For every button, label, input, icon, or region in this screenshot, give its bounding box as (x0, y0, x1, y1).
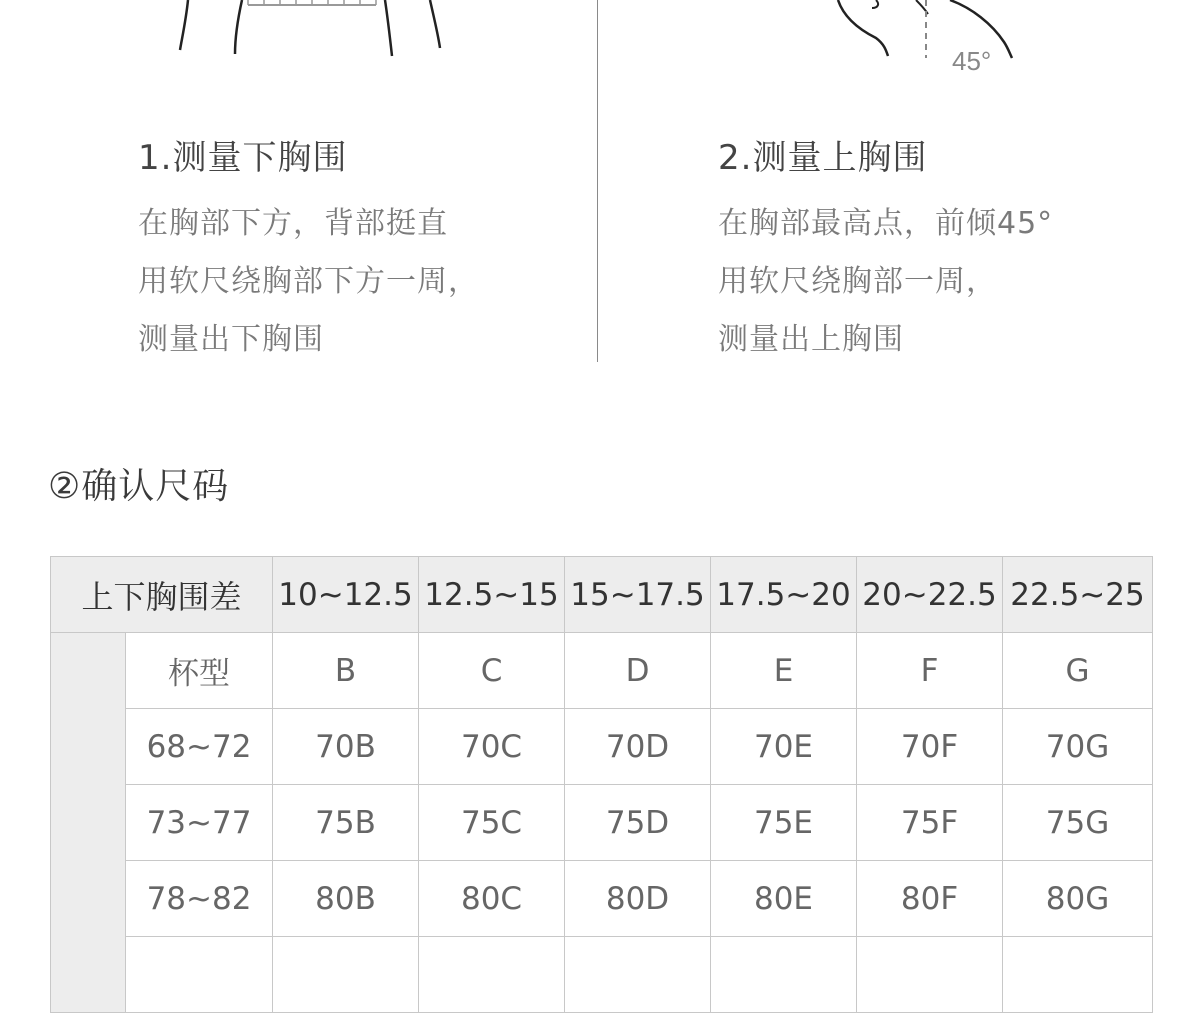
cup-cell: C (419, 633, 565, 709)
size-cell: 70G (1003, 709, 1153, 785)
size-cell: 75G (1003, 785, 1153, 861)
table-header-row (51, 557, 1153, 633)
underbust-measure-illustration (140, 0, 480, 70)
size-cell: 80B (273, 861, 419, 937)
size-cell: 80G (1003, 861, 1153, 937)
step-line: 用软尺绕胸部一周， (718, 264, 997, 299)
angle-label: 45° (952, 46, 992, 76)
size-cell (1003, 937, 1153, 1013)
diff-header-label: 上下胸围差 (51, 557, 273, 633)
size-cell: 75E (711, 785, 857, 861)
size-cell: 70F (857, 709, 1003, 785)
underbust-band-cell (51, 633, 126, 1013)
diff-column-header: 22.5~25 (1003, 557, 1153, 633)
diff-column-header: 15~17.5 (565, 557, 711, 633)
step-line: 测量出下胸围 (138, 322, 324, 357)
size-cell: 80F (857, 861, 1003, 937)
underbust-cell: 68~72 (126, 709, 273, 785)
size-cell: 75D (565, 785, 711, 861)
cup-cell: D (565, 633, 711, 709)
size-cell (419, 937, 565, 1013)
table-row (51, 633, 1153, 709)
step-title: 1.测量下胸围 (138, 138, 348, 178)
diff-column-header: 12.5~15 (419, 557, 565, 633)
size-cell (273, 937, 419, 1013)
size-cell: 70D (565, 709, 711, 785)
table-row (51, 785, 1153, 861)
step-line: 在胸部下方，背部挺直 (138, 206, 448, 241)
underbust-cell: 78~82 (126, 861, 273, 937)
table-row (51, 937, 1153, 1013)
section-title: ②确认尺码 (48, 466, 230, 507)
step-description (138, 206, 479, 380)
table-row (51, 709, 1153, 785)
diff-column-header: 20~22.5 (857, 557, 1003, 633)
size-cell (857, 937, 1003, 1013)
size-cell: 70C (419, 709, 565, 785)
step-line: 测量出上胸围 (718, 322, 904, 357)
overbust-measure-illustration (800, 0, 1060, 80)
size-cell (711, 937, 857, 1013)
step-overbust (718, 132, 1053, 380)
diff-column-header: 10~12.5 (273, 557, 419, 633)
step-line: 用软尺绕胸部下方一周， (138, 264, 479, 299)
underbust-cell (126, 937, 273, 1013)
size-cell (565, 937, 711, 1013)
step-underbust (138, 132, 479, 380)
step-line: 在胸部最高点，前倾45° (718, 206, 1054, 241)
column-divider (597, 0, 598, 362)
size-cell: 75C (419, 785, 565, 861)
cup-cell: E (711, 633, 857, 709)
cup-row-label: 杯型 (126, 633, 273, 709)
cup-cell: G (1003, 633, 1153, 709)
size-cell: 80D (565, 861, 711, 937)
size-cell: 75B (273, 785, 419, 861)
underbust-cell: 73~77 (126, 785, 273, 861)
step-title: 2.测量上胸围 (718, 138, 928, 178)
table-row (51, 861, 1153, 937)
size-cell: 70E (711, 709, 857, 785)
cup-cell: B (273, 633, 419, 709)
size-cell: 80C (419, 861, 565, 937)
diff-column-header: 17.5~20 (711, 557, 857, 633)
step-description (718, 206, 1053, 380)
size-table (50, 556, 1153, 1013)
cup-cell: F (857, 633, 1003, 709)
size-cell: 80E (711, 861, 857, 937)
size-cell: 70B (273, 709, 419, 785)
size-cell: 75F (857, 785, 1003, 861)
